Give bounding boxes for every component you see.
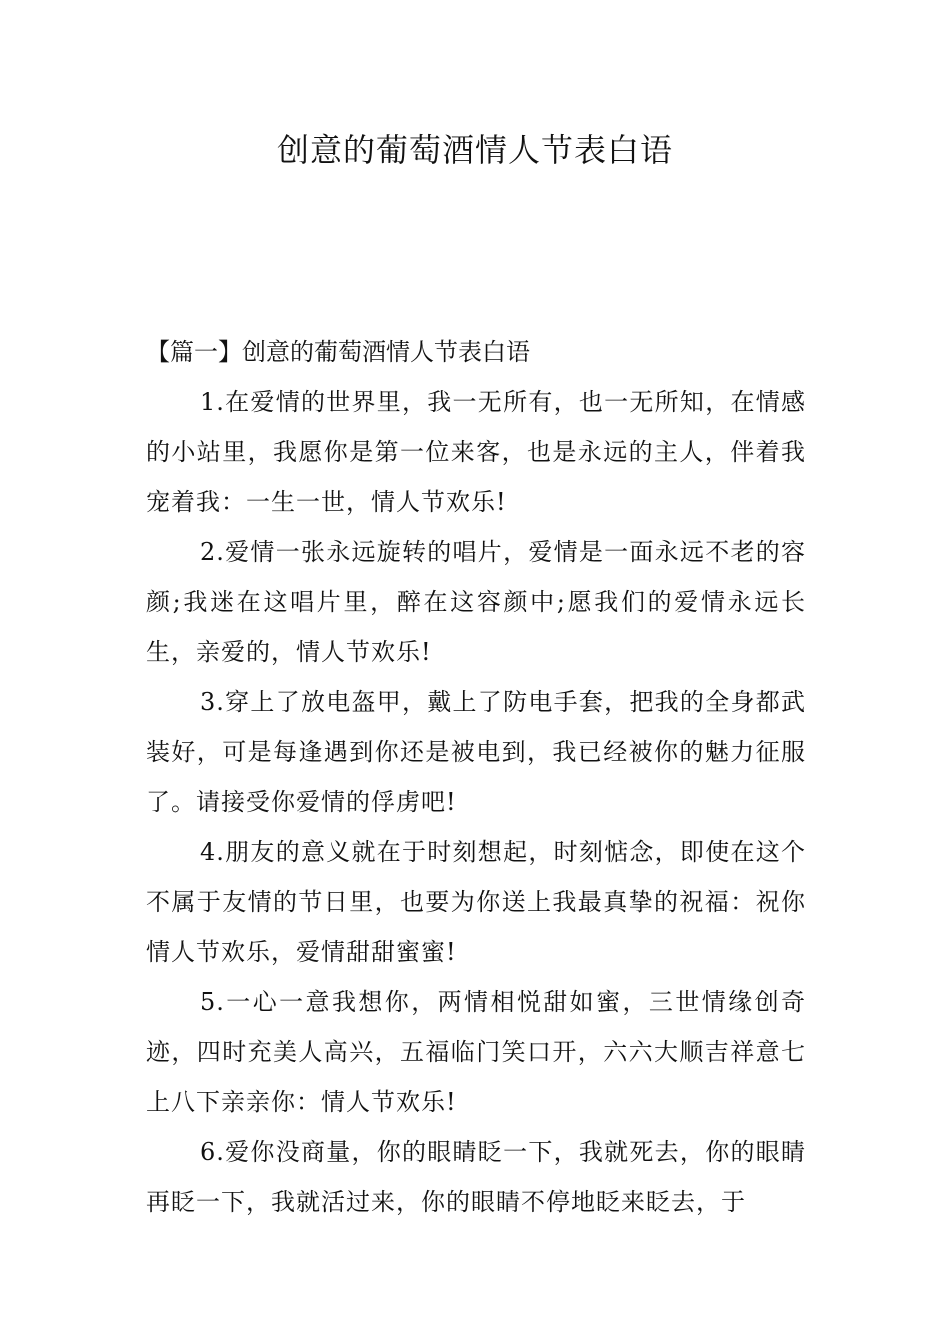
paragraph-3: 3.穿上了放电盔甲，戴上了防电手套，把我的全身都武装好，可是每逢遇到你还是被电到，我已经被你的魅力征服了。请接受你爱情的俘虏吧! [146,688,806,816]
paragraph-5: 5.一心一意我想你，两情相悦甜如蜜，三世情缘创奇迹，四时充美人高兴，五福临门笑口开，六六大顺吉祥意七上八下亲亲你：情人节欢乐! [146,988,806,1116]
paragraph-6: 6.爱你没商量，你的眼睛眨一下，我就死去，你的眼睛再眨一下，我就活过来，你的眼睛不停地眨来眨去，于 [146,1138,806,1216]
paragraph-4: 4.朋友的意义就在于时刻想起，时刻惦念，即使在这个不属于友情的节日里，也要为你送上我最真挚的祝福：祝你情人节欢乐，爱情甜甜蜜蜜! [146,838,806,966]
section-heading: 【篇一】创意的葡萄酒情人节表白语 [146,338,530,366]
paragraph-2: 2.爱情一张永远旋转的唱片，爱情是一面永远不老的容颜;我迷在这唱片里，醉在这容颜中;愿我们的爱情永远长生，亲爱的，情人节欢乐! [146,538,806,666]
document-body [146,327,806,1227]
paragraph-1: 1.在爱情的世界里，我一无所有，也一无所知，在情感的小站里，我愿你是第一位来客，也是永远的主人，伴着我宠着我：一生一世，情人节欢乐! [146,388,806,516]
document-title: 创意的葡萄酒情人节表白语 [276,131,673,169]
